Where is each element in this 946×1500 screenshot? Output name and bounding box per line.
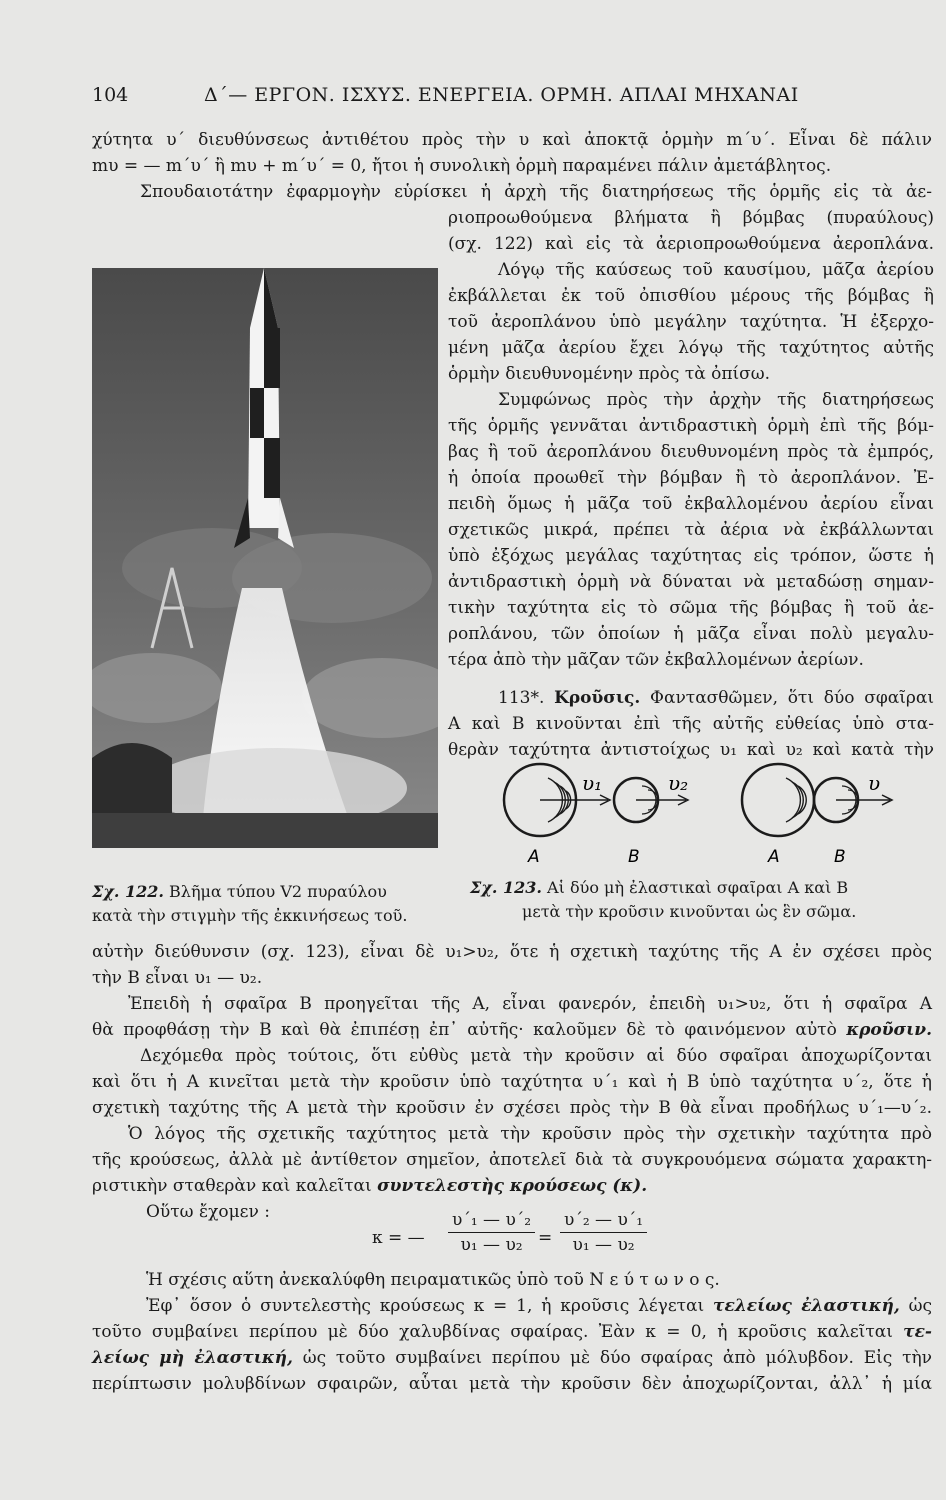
paragraph-line: ροπλάνου, τῶν ὁποίων ἡ μᾶζα εἶναι πολὺ μεγαλυ- <box>448 624 934 644</box>
paragraph-text: τοῦτο συμβαίνει περίπου μὲ δύο χαλυβδίνας σφαίρας. Ἐὰν κ = 0, ἡ κροῦσις καλεῖται <box>92 1322 893 1342</box>
fraction-2-numerator: υ΄₂ — υ΄₁ <box>564 1210 644 1230</box>
paragraph-line: Δεχόμεθα πρὸς τούτοις, ὅτι εὐθὺς μετὰ τὴν κροῦσιν αἱ δύο σφαῖραι ἀποχωρίζονται <box>140 1046 932 1066</box>
paragraph-line: Συμφώνως πρὸς τὴν ἀρχὴν τῆς διατηρήσεως <box>498 390 934 410</box>
running-head: Δ΄— ΕΡΓΟΝ. ΙΣΧΥΣ. ΕΝΕΡΓΕΙΑ. ΟΡΜΗ. ΑΠΛΑΙ ΜΗΧΑΝΑΙ <box>204 84 799 106</box>
section-heading-line <box>498 686 934 710</box>
formula-lhs: κ = — <box>372 1228 425 1248</box>
paragraph-line: τικὴν ταχύτητα εἰς τὸ σῶμα τῆς βόμβας ἢ τοῦ ἀε- <box>448 598 934 618</box>
paragraph-text: ὡς <box>908 1296 933 1316</box>
paragraph-line: Ἡ σχέσις αὕτη ἀνεκαλύφθη πειραματικῶς ὑπὸ τοῦ Ν ε ύ τ ω ν ο ς. <box>146 1270 720 1290</box>
fraction-2-denominator: υ₁ — υ₂ <box>572 1235 635 1255</box>
paragraph-text: ριστικὴν σταθερὰν καὶ καλεῖται <box>92 1176 372 1196</box>
sphere-a-after <box>742 764 814 836</box>
paragraph-text: ὡς τοῦτο συμβαίνει περίπου μὲ δύο σφαίρας ἀπὸ μόλυβδον. Εἰς τὴν <box>302 1348 933 1368</box>
paragraph-line <box>92 1018 932 1042</box>
fraction-1-bar <box>448 1232 535 1233</box>
formula-intro: Οὕτω ἔχομεν : <box>146 1202 270 1222</box>
term-perfectly-inelastic-start: τε- <box>903 1322 932 1342</box>
figure-123-caption-line: μετὰ τὴν κροῦσιν κινοῦνται ὡς ἓν σῶμα. <box>522 902 857 921</box>
page-header <box>92 84 842 114</box>
paragraph-line: ἡ ὁποία προωθεῖ τὴν βόμβαν ἢ τὸ ἀεροπλάνον. Ἐ- <box>448 468 934 488</box>
paragraph-line: βας ἢ τοῦ ἀεροπλάνου διευθυνομένη πρὸς τὰ ἐμπρός, <box>448 442 934 462</box>
paragraph-line: ὁρμὴν διευθυνομένην πρὸς τὰ ὀπίσω. <box>448 364 771 384</box>
figure-122-caption-line: Βλῆμα τύπου V2 πυραύλου <box>169 882 387 901</box>
formula-equals: = <box>538 1228 553 1248</box>
paragraph-line <box>146 1294 932 1318</box>
paragraph-line: τῆς κρούσεως, ἀλλὰ μὲ ἀντίθετον σημεῖον, ἀποτελεῖ διὰ τὰ συγκρουόμενα σώματα χαρακτη- <box>92 1150 932 1170</box>
figure-123-label: Σχ. 123. <box>470 878 542 897</box>
paragraph-line: (σχ. 122) καὶ εἰς τὰ ἀεριοπροωθούμενα ἀεροπλάνα. <box>448 234 934 254</box>
page-number: 104 <box>92 84 129 106</box>
paragraph-line <box>92 1174 932 1198</box>
fraction-1-numerator: υ΄₁ — υ΄₂ <box>452 1210 532 1230</box>
formula-fraction-1 <box>448 1210 535 1255</box>
fraction-1-denominator: υ₁ — υ₂ <box>460 1235 523 1255</box>
paragraph-line: χύτητα υ΄ διευθύνσεως ἀντιθέτου πρὸς τὴν υ καὶ ἀποκτᾷ ὁρμὴν m΄υ΄. Εἶναι δὲ πάλιν <box>92 130 932 150</box>
section-text: Φαντασθῶμεν, ὅτι δύο σφαῖραι <box>650 688 935 708</box>
label-v: υ <box>868 771 881 795</box>
figure-123-caption-line: Αἱ δύο μὴ ἐλαστικαὶ σφαῖραι Α καὶ Β <box>547 878 849 897</box>
paragraph-line: περίπτωσιν μολυβδίνων σφαιρῶν, αὗται μετὰ τὴν κροῦσιν δὲν ἀποχωρίζονται, ἀλλ᾽ ἡ μία <box>92 1374 932 1394</box>
paragraph-line: mυ = — m΄υ΄ ἢ mυ + m΄υ΄ = 0, ἤτοι ἡ συνολικὴ ὁρμὴ παραμένει πάλιν ἀμετάβλητος. <box>92 156 832 176</box>
rocket-photo <box>92 268 438 848</box>
section-title: Κροῦσις. <box>554 688 641 708</box>
paragraph-line: ἐκβάλλεται ἐκ τοῦ ὀπισθίου μέρους τῆς βόμβας ἢ <box>448 286 934 306</box>
v2-rocket-illustration <box>92 268 438 848</box>
figure-122-caption-line: κατὰ τὴν στιγμὴν τῆς ἐκκινήσεως τοῦ. <box>92 906 408 925</box>
collision-diagram <box>490 760 910 870</box>
term-perfectly-elastic: τελείως ἐλαστική, <box>713 1296 900 1316</box>
figure-122-label: Σχ. 122. <box>92 882 164 901</box>
paragraph-line: Ἐπειδὴ ἡ σφαῖρα Β προηγεῖται τῆς Α, εἶναι φανερόν, ἐπειδὴ υ₁>υ₂, ὅτι ἡ σφαῖρα Α <box>128 994 932 1014</box>
paragraph-line: μένη μᾶζα ἀερίου ἔχει λόγῳ τῆς ταχύτητος αὐτῆς <box>448 338 934 358</box>
paragraph-line: τοῦ ἀεροπλάνου ὑπὸ μεγάλην ταχύτητα. Ἡ ἐξερχο- <box>448 312 934 332</box>
term-krousis: κροῦσιν. <box>846 1020 933 1040</box>
label-v1: υ₁ <box>582 771 603 795</box>
label-a-before: A <box>528 847 540 867</box>
paragraph-line: ὑπὸ ἐξόχως μεγάλας ταχύτητας εἰς τρόπον, ὥστε ἡ <box>448 546 934 566</box>
paragraph-line <box>92 1320 932 1344</box>
label-v2: υ₂ <box>668 771 689 795</box>
paragraph-line: καὶ ὅτι ἡ Α κινεῖται μετὰ τὴν κροῦσιν ὑπὸ ταχύτητα υ΄₁ καὶ ἡ Β ὑπὸ ταχύτητα υ΄₂, ὅτε ἡ <box>92 1072 932 1092</box>
paragraph-line: σχετικὴ ταχύτης τῆς Α μετὰ τὴν κροῦσιν ἐν σχέσει πρὸς τὴν Β θὰ εἶναι προδήλως υ΄₁—υ΄₂. <box>92 1098 932 1118</box>
figure-123-caption <box>470 876 848 900</box>
paragraph-line: Α καὶ Β κινοῦνται ἐπὶ τῆς αὐτῆς εὐθείας ὑπὸ στα- <box>448 714 934 734</box>
paragraph-text: Ἐφ᾽ ὅσον ὁ συντελεστὴς κρούσεως κ = 1, ἡ κροῦσις λέγεται <box>146 1296 705 1316</box>
paragraph-text: θὰ προφθάσῃ τὴν Β καὶ θὰ ἐπιπέσῃ ἐπ᾽ αὐτῆς· καλοῦμεν δὲ τὸ φαινόμενον αὐτὸ <box>92 1020 837 1040</box>
paragraph-line: θερὰν ταχύτητα ἀντιστοίχως υ₁ καὶ υ₂ καὶ κατὰ τὴν <box>448 740 934 760</box>
label-b-before: B <box>628 847 640 867</box>
term-coefficient: συντελεστὴς κρούσεως (κ). <box>377 1176 648 1196</box>
section-number: 113*. <box>498 688 545 708</box>
paragraph-line: τὴν Β εἶναι υ₁ — υ₂. <box>92 968 263 988</box>
paragraph-line: πειδὴ ὅμως ἡ μᾶζα τοῦ ἐκβαλλομένου ἀερίου εἶναι <box>448 494 934 514</box>
term-perfectly-inelastic-end: λείως μὴ ἐλαστική, <box>92 1348 293 1368</box>
figure-122-caption <box>92 880 387 904</box>
label-b-after: B <box>834 847 846 867</box>
paragraph-line: Λόγῳ τῆς καύσεως τοῦ καυσίμου, μᾶζα ἀερίου <box>498 260 934 280</box>
paragraph-line: ἀντιδραστικὴ ὁρμὴ νὰ δύναται νὰ μεταδώσῃ σημαν- <box>448 572 934 592</box>
paragraph-line: τῆς ὁρμῆς γεννᾶται ἀντιδραστικὴ ὁρμὴ ἐπὶ τῆς βόμ- <box>448 416 934 436</box>
paragraph-line: Σπουδαιοτάτην ἐφαρμογὴν εὑρίσκει ἡ ἀρχὴ τῆς διατηρήσεως τῆς ὁρμῆς εἰς τὰ ἀε- <box>140 182 932 202</box>
paragraph-line <box>92 1346 932 1370</box>
formula-fraction-2 <box>560 1210 647 1255</box>
label-a-after: A <box>768 847 780 867</box>
paragraph-line: ριοπροωθούμενα βλήματα ἢ βόμβας (πυραύλους) <box>448 208 934 228</box>
fraction-2-bar <box>560 1232 647 1233</box>
paragraph-line: Ὁ λόγος τῆς σχετικῆς ταχύτητος μετὰ τὴν κροῦσιν πρὸς τὴν σχετικὴν ταχύτητα πρὸ <box>128 1124 932 1144</box>
paragraph-line: σχετικῶς μικρά, πρέπει τὰ ἀέρια νὰ ἐκβάλλωνται <box>448 520 934 540</box>
paragraph-line: αὐτὴν διεύθυνσιν (σχ. 123), εἶναι δὲ υ₁>υ₂, ὅτε ἡ σχετικὴ ταχύτης τῆς Α ἐν σχέσει πρὸς <box>92 942 932 962</box>
paragraph-line: τέρα ἀπὸ τὴν μᾶζαν τῶν ἐκβαλλομένων ἀερίων. <box>448 650 864 670</box>
restitution-formula <box>320 1210 700 1270</box>
